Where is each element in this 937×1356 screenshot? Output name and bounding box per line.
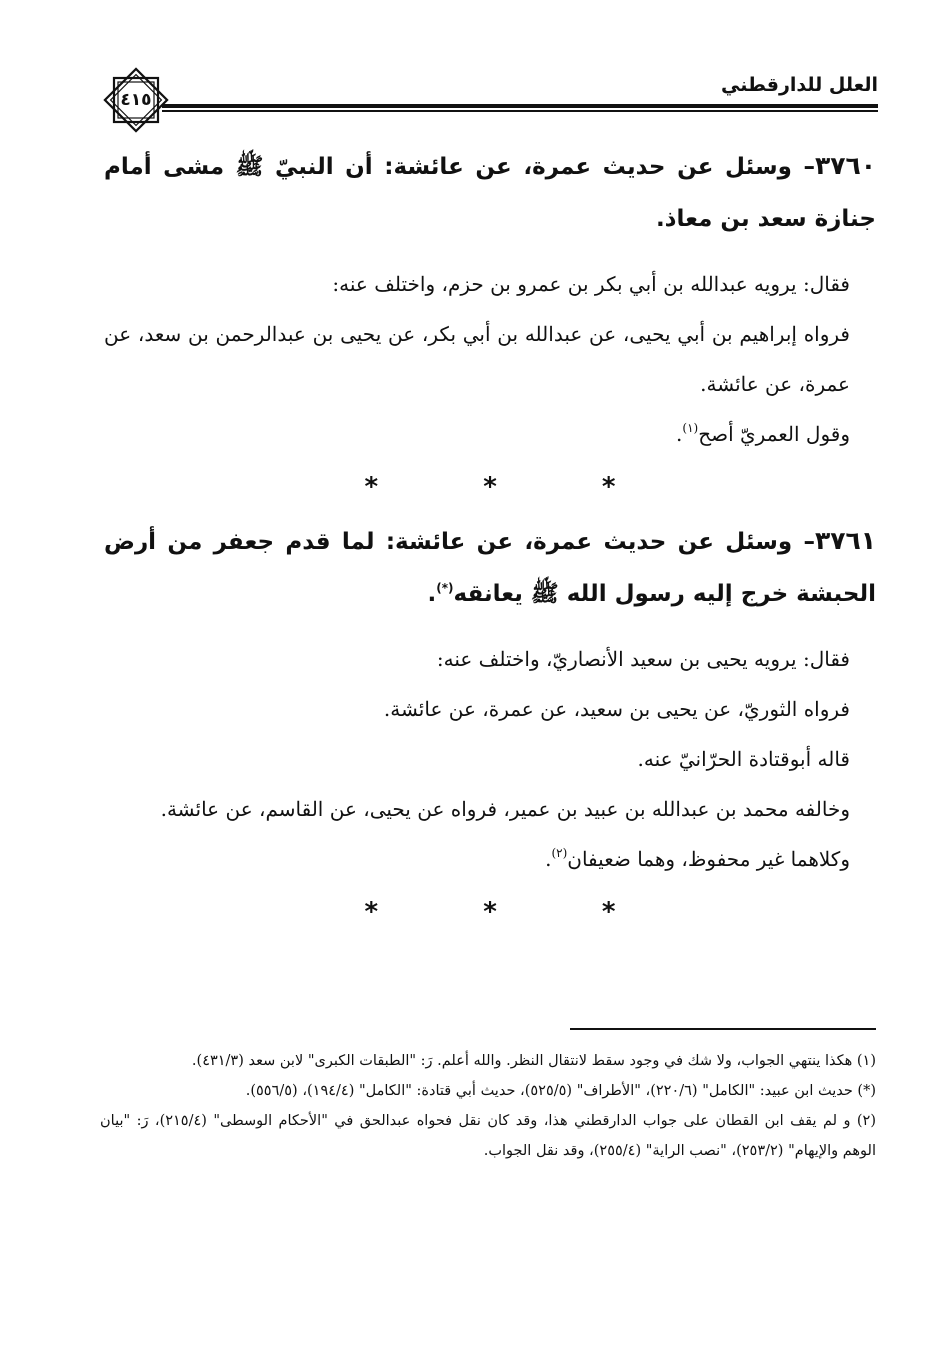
page-header <box>100 62 878 132</box>
paragraph-tail: . <box>545 847 552 871</box>
section-separator: * * * <box>364 472 664 502</box>
paragraph: فرواه الثوريّ، عن يحيى بن سعيد، عن عمرة، عن عائشة. <box>383 697 850 721</box>
page-number-badge <box>100 64 172 136</box>
entry-heading <box>104 140 876 245</box>
entry-question: – وسئل عن حديث عمرة، عن عائشة: لما قدم جعفر من أرض الحبشة خرج إليه رسول الله ﷺ يعانقه <box>104 529 876 607</box>
running-title: العلل للدارقطني <box>721 74 878 96</box>
footnote: (*) حديث ابن عبيد: "الكامل" (٢٢٠/٦)، "الأطراف" (٥٢٥/٥)، حديث أبي قتادة: "الكامل" (١٩٤/٤)، (٥٥٦/٥). <box>245 1083 876 1099</box>
entry-number: ٣٧٦٠ <box>814 151 876 180</box>
heading-tail: . <box>427 581 437 607</box>
entry-question: – وسئل عن حديث عمرة، عن عائشة: أن النبيّ ﷺ مشى أمام جنازة سعد بن معاذ. <box>104 154 876 232</box>
footnote-rule <box>570 1028 876 1030</box>
paragraph-tail: . <box>676 422 683 446</box>
footnotes <box>100 1046 876 1166</box>
header-rule-thick <box>162 104 878 108</box>
paragraph-text: وكلاهما غير محفوظ، وهما ضعيفان <box>567 847 850 871</box>
footnote: (١) هكذا ينتهي الجواب، ولا شك في وجود سقط لانتقال النظر. والله أعلم. رَ: "الطبقات الكبرى" لابن سعد (٤٣١/٣). <box>191 1053 876 1069</box>
footnote-marker: (١) <box>682 421 699 435</box>
entry-number: ٣٧٦١ <box>814 526 876 555</box>
header-rule <box>162 104 878 112</box>
section-separator: * * * <box>364 897 664 927</box>
paragraph: وخالفه محمد بن عبدالله بن عبيد بن عمير، فرواه عن يحيى، عن القاسم، عن عائشة. <box>160 797 850 821</box>
paragraph: قاله أبوقتادة الحرّانيّ عنه. <box>637 747 850 771</box>
paragraph: فقال: يرويه يحيى بن سعيد الأنصاريّ، واختلف عنه: <box>436 647 850 671</box>
header-rule-thin <box>162 110 878 112</box>
footnote-marker: (٢) <box>551 846 568 860</box>
paragraph: فرواه إبراهيم بن أبي يحيى، عن عبدالله بن أبي بكر، عن يحيى بن عبدالرحمن بن سعد، عن عمرة، عن عائشة. <box>104 322 850 396</box>
paragraph: فقال: يرويه عبدالله بن أبي بكر بن عمرو بن حزم، واختلف عنه: <box>332 272 850 296</box>
footnote-marker: (*) <box>436 581 454 595</box>
entry-heading <box>104 515 876 620</box>
paragraph <box>104 834 876 884</box>
paragraph <box>104 409 876 459</box>
main-text <box>104 140 876 940</box>
paragraph-text: وقول العمريّ أصح <box>698 422 850 446</box>
footnote: (٢) و لم يقف ابن القطان على جواب الدارقطني هذا، وقد كان نقل فحواه عبدالحق في "الأحكام الوسطى" (٢١٥/٤)، رَ: "بيان الوهم والإيهام" (٢٥٣/٢)، "نصب الراية" (٢٥٥/٤)، وقد نقل الجواب. <box>100 1113 876 1159</box>
page-number: ٤١٥ <box>120 90 152 110</box>
